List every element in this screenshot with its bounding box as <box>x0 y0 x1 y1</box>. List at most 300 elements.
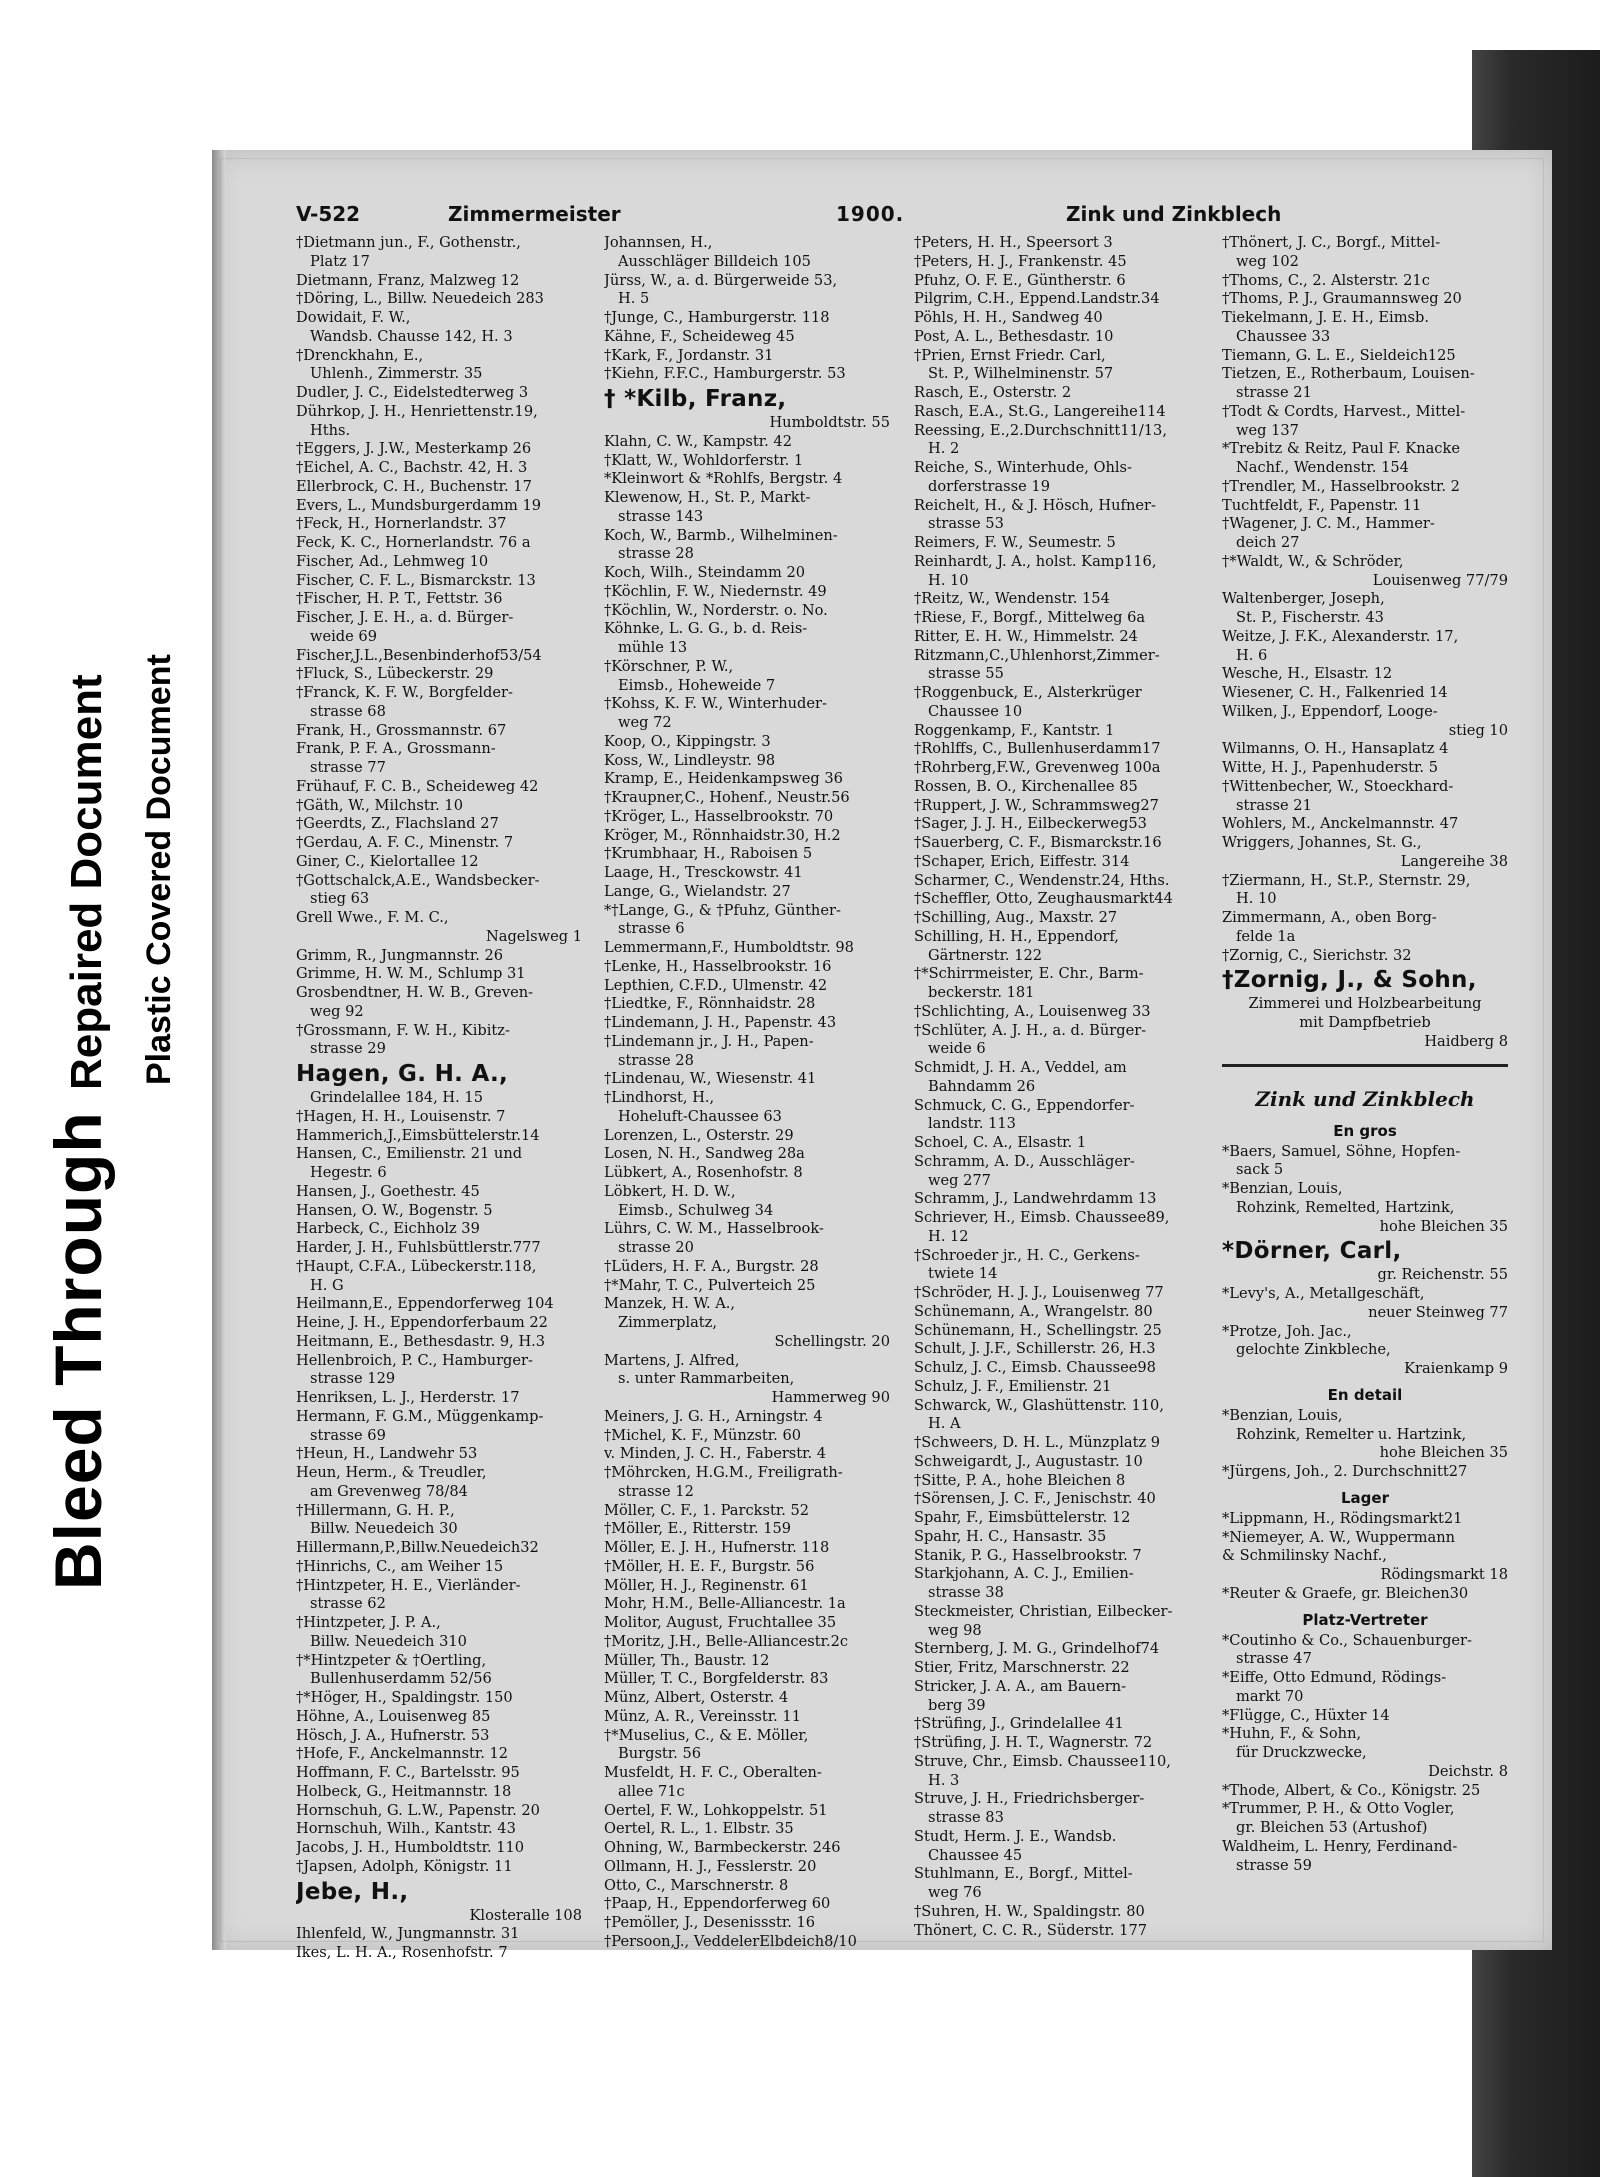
directory-entry: Ikes, L. H. A., Rosenhofstr. 7 <box>296 1944 508 1961</box>
directory-entry: †Paap, H., Eppendorferweg 60 <box>604 1895 831 1913</box>
directory-entry: *Benzian, Louis, <box>1222 1406 1343 1424</box>
directory-entry: †Sauerberg, C. F., Bismarckstr.16 <box>914 834 1162 851</box>
directory-entry: Rohzink, Remelter u. Hartzink, <box>1236 1425 1467 1443</box>
directory-entry: gr. Bleichen 53 (Artushof) <box>1236 1819 1428 1836</box>
lager-list <box>1222 1510 1508 1604</box>
directory-entry: *Levy's, A., Metallgeschäft, <box>1222 1285 1425 1302</box>
directory-entry: †Kröger, L., Hasselbrookstr. 70 <box>604 807 834 825</box>
directory-entry: felde 1a <box>1236 927 1296 945</box>
detail-list <box>1222 1407 1508 1482</box>
directory-entry: Molitor, August, Fruchtallee 35 <box>604 1614 837 1631</box>
directory-entry: †Michel, K. F., Münzstr. 60 <box>604 1426 802 1444</box>
directory-entry: Grosbendtner, H. W. B., Greven- <box>296 984 534 1001</box>
directory-entry: †Wagener, J. C. M., Hammer- <box>1222 515 1435 533</box>
directory-entry: Grell Wwe., F. M. C., <box>296 909 449 926</box>
directory-entry: Münz, A. R., Vereinsstr. 11 <box>604 1707 802 1725</box>
directory-entry: Köhnke, L. G. G., b. d. Reis- <box>604 620 808 638</box>
directory-entry: strasse 69 <box>310 1426 386 1444</box>
directory-entry: s. unter Rammarbeiten, <box>618 1370 795 1388</box>
directory-entry: Otto, C., Marschnerstr. 8 <box>604 1876 789 1894</box>
directory-entry: †Kohss, K. F. W., Winterhuder- <box>604 695 827 713</box>
directory-entry: †Grossmann, F. W. H., Kibitz- <box>296 1021 510 1039</box>
directory-entry: Hagen, G. H. A., <box>296 1061 509 1087</box>
directory-entry: †Junge, C., Hamburgerstr. 118 <box>604 309 830 326</box>
directory-entry: Schulz, J. C., Eimsb. Chaussee98 <box>914 1359 1156 1376</box>
directory-entry: Koss, W., Lindleystr. 98 <box>604 751 776 769</box>
directory-entry: Wohlers, M., Anckelmannstr. 47 <box>1222 815 1459 833</box>
directory-entry: weide 69 <box>310 627 377 645</box>
directory-entry: †Trendler, M., Hasselbrookstr. 2 <box>1222 477 1460 495</box>
directory-entry: Haidberg 8 <box>1424 1032 1508 1050</box>
directory-entry: Waldheim, L. Henry, Ferdinand- <box>1222 1837 1458 1855</box>
directory-entry: St. P., Fischerstr. 43 <box>1236 609 1384 626</box>
directory-entry: Wesche, H., Elsastr. 12 <box>1222 665 1393 683</box>
directory-entry: †Franck, K. F. W., Borgfelder- <box>296 684 513 701</box>
directory-entry: Struve, J. H., Friedrichsberger- <box>914 1790 1145 1808</box>
directory-entry: Schmuck, C. G., Eppendorfer- <box>914 1096 1135 1114</box>
directory-entry: Dietmann, Franz, Malzweg 12 <box>296 271 520 289</box>
directory-entry: †Zornig, C., Sierichstr. 32 <box>1222 946 1412 964</box>
directory-entry: Rossen, B. O., Kirchenallee 85 <box>914 777 1138 795</box>
directory-entry: †Gerdau, A. F. C., Minenstr. 7 <box>296 834 514 851</box>
directory-entry: Gärtnerstr. 122 <box>928 946 1043 964</box>
directory-entry: Hoheluft-Chaussee 63 <box>618 1107 782 1125</box>
directory-entry: †*Mahr, T. C., Pulverteich 25 <box>604 1276 816 1294</box>
directory-entry: Schoel, C. A., Elsastr. 1 <box>914 1134 1087 1151</box>
directory-entry: *Flügge, C., Hüxter 14 <box>1222 1706 1390 1724</box>
directory-entry: stieg 10 <box>1448 721 1508 739</box>
label-plastic-covered: Plastic Covered Document <box>140 654 178 1085</box>
directory-entry: Hornschuh, Wilh., Kantstr. 43 <box>296 1820 516 1838</box>
directory-entry: Pfuhz, O. F. E., Güntherstr. 6 <box>914 271 1126 289</box>
directory-entry: †Liedtke, F., Rönnhaidstr. 28 <box>604 995 816 1013</box>
directory-entry: †Hofe, F., Anckelmannstr. 12 <box>296 1745 509 1763</box>
directory-entry: Schellingstr. 20 <box>774 1332 890 1350</box>
directory-entry: weg 76 <box>928 1884 982 1901</box>
directory-entry: †Scheffler, Otto, Zeughausmarkt44 <box>914 890 1173 908</box>
directory-entry: Rasch, E., Osterstr. 2 <box>914 384 1072 401</box>
directory-entry: Lepthien, C.F.D., Ulmenstr. 42 <box>604 976 828 994</box>
directory-entry: †Möller, E., Ritterstr. 159 <box>604 1520 792 1538</box>
directory-entry: Reichelt, H., & J. Hösch, Hufner- <box>914 496 1156 514</box>
directory-entry: Meiners, J. G. H., Arningstr. 4 <box>604 1407 823 1425</box>
directory-entry: Dührkop, J. H., Henriettenstr.19, <box>296 402 538 420</box>
directory-entry: *Benzian, Louis, <box>1222 1180 1343 1197</box>
directory-entry: †Krumbhaar, H., Raboisen 5 <box>604 845 813 863</box>
directory-entry: Chaussee 10 <box>928 702 1023 720</box>
directory-entry: *Huhn, F., & Sohn, <box>1222 1725 1362 1743</box>
scanned-page <box>212 150 1552 1961</box>
directory-entry: Reinhardt, J. A., holst. Kamp116, <box>914 552 1157 570</box>
directory-entry: Witte, H. J., Papenhuderstr. 5 <box>1222 759 1438 776</box>
directory-entry: †Lindemann jr., J. H., Papen- <box>604 1032 814 1050</box>
directory-entry: †Schilling, Aug., Maxstr. 27 <box>914 909 1118 926</box>
directory-entry: Scharmer, C., Wendenstr.24, Hths. <box>914 871 1170 889</box>
directory-entry: Martens, J. Alfred, <box>604 1351 740 1369</box>
column-4 <box>1222 234 1508 1875</box>
directory-entry: mit Dampfbetrieb <box>1299 1014 1431 1031</box>
directory-entry: Reessing, E.,2.Durchschnitt11/13, <box>914 421 1167 439</box>
directory-entry: Oertel, R. L., 1. Elbstr. 35 <box>604 1820 794 1838</box>
directory-entry: †Pemöller, J., Desenissstr. 16 <box>604 1914 816 1931</box>
directory-entry: Thönert, C. C. R., Süderstr. 177 <box>914 1921 1148 1939</box>
directory-entry: †Köchlin, F. W., Niedernstr. 49 <box>604 582 827 600</box>
directory-entry: Koch, W., Barmb., Wilhelminen- <box>604 526 838 544</box>
directory-entry: strasse 143 <box>618 507 704 525</box>
directory-entry: für Druckzwecke, <box>1236 1744 1367 1761</box>
directory-entry: neuer Steinweg 77 <box>1368 1303 1508 1321</box>
directory-entry: Lorenzen, L., Osterstr. 29 <box>604 1126 794 1144</box>
directory-entry: †Persoon,J., VeddelerElbdeich8/10 <box>604 1932 857 1950</box>
directory-entry: †Gäth, W., Milchstr. 10 <box>296 796 463 814</box>
directory-entry: Schulz, J. F., Emilienstr. 21 <box>914 1377 1112 1395</box>
directory-entry: Louisenweg 77/79 <box>1372 571 1508 589</box>
directory-entry: weg 92 <box>310 1002 364 1020</box>
directory-entry: twiete 14 <box>928 1265 998 1283</box>
directory-entry: *Eiffe, Otto Edmund, Rödings- <box>1222 1669 1447 1686</box>
directory-entry: Stuhlmann, E., Borgf., Mittel- <box>914 1865 1133 1883</box>
directory-entry: Schramm, A. D., Ausschläger- <box>914 1152 1135 1170</box>
directory-entry: Dudler, J. C., Eidelstedterweg 3 <box>296 384 529 401</box>
directory-entry: Spahr, H. C., Hansastr. 35 <box>914 1527 1107 1545</box>
platz-heading: Platz-Vertreter <box>1302 1610 1428 1629</box>
directory-entry: Johannsen, H., <box>604 234 713 251</box>
directory-entry: weg 137 <box>1236 421 1299 439</box>
directory-entry: v. Minden, J. C. H., Faberstr. 4 <box>604 1445 827 1463</box>
directory-entry: †*Schirrmeister, E. Chr., Barm- <box>914 965 1144 983</box>
directory-entry: Klewenow, H., St. P., Markt- <box>604 489 811 506</box>
directory-entry: Ollmann, H. J., Fesslerstr. 20 <box>604 1857 817 1875</box>
directory-entry: Holbeck, G., Heitmannstr. 18 <box>296 1782 512 1800</box>
directory-entry: Deichstr. 8 <box>1428 1762 1508 1780</box>
directory-entry: †Japsen, Adolph, Königstr. 11 <box>296 1857 513 1875</box>
directory-entry: Wandsb. Chausse 142, H. 3 <box>310 327 513 345</box>
directory-entry: †Lindemann, J. H., Papenstr. 43 <box>604 1014 837 1031</box>
directory-entry: Hths. <box>310 421 351 439</box>
directory-entry: *Lippmann, H., Rödingsmarkt21 <box>1222 1509 1463 1527</box>
directory-entry: H. 10 <box>928 571 969 589</box>
section-title-right: Zink und Zinkblech <box>1066 202 1282 226</box>
directory-entry: allee 71c <box>618 1782 685 1800</box>
engros-heading: En gros <box>1333 1121 1397 1140</box>
detail-heading: En detail <box>1327 1385 1403 1404</box>
directory-entry: Schmidt, J. H. A., Veddel, am <box>914 1059 1127 1076</box>
directory-entry: Zimmermann, A., oben Borg- <box>1222 909 1437 926</box>
directory-entry: †Thönert, J. C., Borgf., Mittel- <box>1222 234 1441 251</box>
directory-entry: *Dörner, Carl, <box>1222 1238 1402 1265</box>
directory-entry: Stier, Fritz, Marschnerstr. 22 <box>914 1659 1130 1676</box>
directory-entry: Waltenberger, Joseph, <box>1222 590 1385 608</box>
directory-entry: †Feck, H., Hornerlandstr. 37 <box>296 515 507 533</box>
directory-entry: Struve, Chr., Eimsb. Chaussee110, <box>914 1752 1171 1770</box>
directory-entry: †Fluck, S., Lübeckerstr. 29 <box>296 665 494 683</box>
directory-entry: stieg 63 <box>310 890 370 908</box>
section-divider <box>1222 1064 1508 1067</box>
lager-heading: Lager <box>1341 1488 1389 1507</box>
directory-entry: †Dietmann jun., F., Gothenstr., <box>296 234 521 251</box>
directory-entry: gelochte Zinkbleche, <box>1236 1341 1391 1359</box>
directory-entry: Tiemann, G. L. E., Sieldeich125 <box>1222 346 1456 364</box>
directory-entry: †Klatt, W., Wohldorferstr. 1 <box>604 451 804 469</box>
directory-entry: Billw. Neuedeich 30 <box>310 1520 458 1538</box>
directory-entry: Hansen, J., Goethestr. 45 <box>296 1182 480 1200</box>
directory-entry: †Lindhorst, H., <box>604 1089 715 1106</box>
directory-entry: H. 10 <box>1236 890 1277 908</box>
directory-entry: †Ziermann, H., St.P., Sternstr. 29, <box>1222 871 1471 889</box>
directory-entry: Chaussee 33 <box>1236 327 1331 345</box>
directory-entry: Burgstr. 56 <box>618 1745 702 1763</box>
column-3 <box>914 234 1200 1940</box>
directory-entry: H. A <box>928 1415 961 1433</box>
directory-entry: Roggenkamp, F., Kantstr. 1 <box>914 721 1115 739</box>
directory-entry: †Körschner, P. W., <box>604 657 734 675</box>
directory-entry: Jacobs, J. H., Humboldtstr. 110 <box>296 1839 525 1856</box>
directory-entry: Ohning, W., Barmbeckerstr. 246 <box>604 1839 841 1856</box>
directory-entry: Münz, Albert, Osterstr. 4 <box>604 1689 789 1706</box>
directory-entry: Grindelallee 184, H. 15 <box>310 1089 484 1106</box>
year: 1900. <box>836 202 905 226</box>
directory-entry: Tuchtfeldt, F., Papenstr. 11 <box>1222 496 1422 514</box>
directory-entry: Hammerweg 90 <box>771 1389 890 1406</box>
directory-entry: †*Hintzpeter & †Oertling, <box>296 1651 487 1669</box>
directory-entry: Kähne, F., Scheideweg 45 <box>604 327 795 345</box>
directory-entry: †Kark, F., Jordanstr. 31 <box>604 346 774 364</box>
directory-entry: Stricker, J. A. A., am Bauern- <box>914 1677 1127 1695</box>
directory-entry: Pilgrim, C.H., Eppend.Landstr.34 <box>914 290 1160 308</box>
directory-entry: Rohzink, Remelted, Hartzink, <box>1236 1198 1455 1216</box>
directory-entry: †Peters, H. H., Speersort 3 <box>914 234 1113 251</box>
directory-entry: †Zornig, J., & Sohn, <box>1222 967 1477 994</box>
engros-list <box>1222 1143 1508 1379</box>
directory-entry: Hermann, F. G.M., Müggenkamp- <box>296 1407 544 1425</box>
directory-entry: Harbeck, C., Eichholz 39 <box>296 1220 480 1238</box>
directory-entry: Frank, H., Grossmannstr. 67 <box>296 721 507 739</box>
directory-entry: †Schlüter, A. J. H., a. d. Bürger- <box>914 1021 1147 1039</box>
directory-entry: Pöhls, H. H., Sandweg 40 <box>914 309 1103 326</box>
directory-entry: Hornschuh, G. L.W., Papenstr. 20 <box>296 1801 540 1819</box>
directory-entry: gr. Reichenstr. 55 <box>1377 1266 1508 1284</box>
directory-entry: H. G <box>310 1276 344 1294</box>
directory-entry: Harder, J. H., Fuhlsbüttlerstr.777 <box>296 1239 541 1256</box>
directory-entry: Lübkert, A., Rosenhofstr. 8 <box>604 1164 803 1181</box>
directory-entry: †Sörensen, J. C. F., Jenischstr. 40 <box>914 1490 1156 1508</box>
directory-entry: †Geerdts, Z., Flachsland 27 <box>296 815 499 833</box>
directory-entry: †Gottschalck,A.E., Wandsbecker- <box>296 871 540 889</box>
directory-entry: *Trummer, P. H., & Otto Vogler, <box>1222 1800 1455 1818</box>
directory-entry: & Schmilinsky Nachf., <box>1222 1547 1387 1565</box>
directory-entry: strasse 21 <box>1236 384 1312 401</box>
directory-entry: Hösch, J. A., Hufnerstr. 53 <box>296 1726 490 1744</box>
directory-entry: †Haupt, C.F.A., Lübeckerstr.118, <box>296 1257 537 1275</box>
directory-entry: strasse 55 <box>928 665 1004 683</box>
directory-entry: †Lindenau, W., Wiesenstr. 41 <box>604 1070 817 1088</box>
directory-entry: Hansen, C., Emilienstr. 21 und <box>296 1145 523 1163</box>
directory-entry: Hegestr. 6 <box>310 1164 387 1181</box>
directory-entry: strasse 68 <box>310 702 386 720</box>
directory-entry: Möller, E. J. H., Hufnerstr. 118 <box>604 1539 830 1556</box>
directory-entry: Tietzen, E., Rotherbaum, Louisen- <box>1222 365 1475 383</box>
directory-entry: Wiesener, C. H., Falkenried 14 <box>1222 684 1448 701</box>
directory-entry: †Möller, H. E. F., Burgstr. 56 <box>604 1557 815 1575</box>
directory-entry: landstr. 113 <box>928 1115 1016 1133</box>
directory-entry: strasse 20 <box>618 1239 694 1256</box>
directory-entry: *Niemeyer, A. W., Wuppermann <box>1222 1528 1455 1546</box>
directory-entry: Ritzmann,C.,Uhlenhorst,Zimmer- <box>914 646 1160 664</box>
label-repaired-document: Repaired Document <box>62 674 111 1090</box>
directory-entry: weg 98 <box>928 1621 982 1639</box>
directory-entry: H. 2 <box>928 440 960 458</box>
directory-entry: sack 5 <box>1236 1161 1284 1179</box>
directory-entry: Manzek, H. W. A., <box>604 1295 736 1313</box>
directory-entry: mühle 13 <box>618 639 688 656</box>
directory-entry: Wriggers, Johannes, St. G., <box>1222 834 1422 851</box>
directory-entry: *Trebitz & Reitz, Paul F. Knacke <box>1222 440 1460 458</box>
directory-entry: Jürss, W., a. d. Bürgerweide 53, <box>604 271 838 289</box>
directory-entry: †Sitte, P. A., hohe Bleichen 8 <box>914 1471 1126 1489</box>
directory-entry: Platz 17 <box>310 252 370 270</box>
directory-entry: strasse 47 <box>1236 1650 1312 1668</box>
directory-entry: strasse 12 <box>618 1482 694 1500</box>
directory-entry: Schilling, H. H., Eppendorf, <box>914 927 1119 945</box>
directory-entry: †Schaper, Erich, Eiffestr. 314 <box>914 852 1130 870</box>
directory-entry: Koch, Wilh., Steindamm 20 <box>604 564 806 581</box>
directory-entry: †Moritz, J.H., Belle-Alliancestr.2c <box>604 1632 849 1650</box>
directory-entry: †Heun, H., Landwehr 53 <box>296 1445 478 1463</box>
directory-entry: strasse 6 <box>618 920 685 938</box>
directory-entry: Fischer, J. E. H., a. d. Bürger- <box>296 609 514 626</box>
directory-entry: †Rohlffs, C., Bullenhuserdamm17 <box>914 740 1161 758</box>
directory-entry: hohe Bleichen 35 <box>1379 1217 1508 1235</box>
directory-entry: Bullenhuserdamm 52/56 <box>310 1670 492 1688</box>
directory-entry: †Suhren, H. W., Spaldingstr. 80 <box>914 1902 1145 1920</box>
directory-entry: *Reuter & Graefe, gr. Bleichen30 <box>1222 1584 1469 1602</box>
directory-entry: †Köchlin, W., Norderstr. o. No. <box>604 601 828 619</box>
directory-entry: dorferstrasse 19 <box>928 477 1050 495</box>
column-4-listing <box>1222 234 1508 1052</box>
directory-entry: Rasch, E.A., St.G., Langereihe114 <box>914 402 1166 420</box>
directory-entry: †Möhrcken, H.G.M., Freiligrath- <box>604 1464 843 1481</box>
directory-entry: Studt, Herm. J. E., Wandsb. <box>914 1827 1117 1845</box>
directory-entry: Frühauf, F. C. B., Scheideweg 42 <box>296 777 539 795</box>
directory-entry: †Hillermann, G. H. P., <box>296 1501 455 1519</box>
directory-entry: *Coutinho & Co., Schauenburger- <box>1222 1631 1472 1649</box>
directory-entry: H. 6 <box>1236 646 1268 664</box>
directory-entry: †Rohrberg,F.W., Grevenweg 100a <box>914 759 1161 776</box>
directory-entry: weg 102 <box>1236 252 1299 270</box>
directory-entry: †Hintzpeter, J. P. A., <box>296 1614 441 1631</box>
directory-entry: strasse 28 <box>618 1051 694 1069</box>
directory-entry: †Schroeder jr., H. C., Gerkens- <box>914 1246 1140 1264</box>
directory-entry: strasse 59 <box>1236 1856 1312 1874</box>
directory-entry: Henriksen, L. J., Herderstr. 17 <box>296 1389 520 1406</box>
directory-entry: †Prien, Ernst Friedr. Carl, <box>914 346 1106 364</box>
directory-entry: *Kleinwort & *Rohlfs, Bergstr. 4 <box>604 470 843 488</box>
directory-entry: strasse 21 <box>1236 796 1312 814</box>
directory-entry: Fischer, Ad., Lehmweg 10 <box>296 552 489 570</box>
directory-entry: Fischer,J.L.,Besenbinderhof53/54 <box>296 646 542 664</box>
directory-entry: strasse 77 <box>310 759 386 776</box>
directory-entry: strasse 83 <box>928 1809 1004 1826</box>
directory-entry: Schult, J. J.F., Schillerstr. 26, H.3 <box>914 1340 1156 1358</box>
directory-entry: Zimmerplatz, <box>618 1314 717 1331</box>
directory-entry: Hammerich,J.,Eimsbüttelerstr.14 <box>296 1126 540 1144</box>
directory-entry: Kramp, E., Heidenkampsweg 36 <box>604 770 843 788</box>
directory-entry: strasse 29 <box>310 1040 386 1058</box>
column-1 <box>296 234 582 1963</box>
directory-entry: †Wittenbecher, W., Stoeckhard- <box>1222 777 1454 795</box>
directory-entry: Schwarck, W., Glashüttenstr. 110, <box>914 1396 1164 1414</box>
directory-entry: strasse 62 <box>310 1595 386 1613</box>
directory-entry: †Riese, F., Borgf., Mittelweg 6a <box>914 609 1146 626</box>
directory-entry: Klahn, C. W., Kampstr. 42 <box>604 432 792 450</box>
directory-entry: †Schlichting, A., Louisenweg 33 <box>914 1002 1151 1020</box>
directory-entry: Schramm, J., Landwehrdamm 13 <box>914 1190 1157 1208</box>
directory-entry: †Todt & Cordts, Harvest., Mittel- <box>1222 402 1466 420</box>
directory-entry: Kraienkamp 9 <box>1404 1360 1508 1377</box>
directory-entry: Weitze, J. F.K., Alexanderstr. 17, <box>1222 627 1459 645</box>
directory-entry: Schünemann, A., Wrangelstr. 80 <box>914 1302 1153 1320</box>
directory-entry: Ellerbrock, C. H., Buchenstr. 17 <box>296 477 532 495</box>
directory-entry: Heun, Herm., & Treudler, <box>296 1464 487 1481</box>
directory-entry: †Kraupner,C., Hohenf., Neustr.56 <box>604 789 850 806</box>
directory-entry: strasse 53 <box>928 515 1004 533</box>
directory-entry: H. 12 <box>928 1227 969 1245</box>
directory-entry: Frank, P. F. A., Grossmann- <box>296 740 496 758</box>
directory-entry: Chaussee 45 <box>928 1846 1023 1864</box>
directory-entry: †Fischer, H. P. T., Fettstr. 36 <box>296 590 503 608</box>
directory-entry: Schünemann, H., Schellingstr. 25 <box>914 1321 1162 1339</box>
directory-entry: †Sager, J. J. H., Eilbeckerweg53 <box>914 815 1147 833</box>
directory-entry: Spahr, F., Eimsbüttelerstr. 12 <box>914 1509 1131 1526</box>
directory-entry: Giner, C., Kielortallee 12 <box>296 852 479 870</box>
directory-entry: Reiche, S., Winterhude, Ohls- <box>914 459 1132 476</box>
directory-entry: weg 72 <box>618 714 672 731</box>
directory-entry: Grimme, H. W. M., Schlump 31 <box>296 965 526 983</box>
directory-entry: †Strüfing, J. H. T., Wagnerstr. 72 <box>914 1734 1153 1751</box>
directory-entry: berg 39 <box>928 1696 986 1714</box>
directory-entry: †Peters, H. J., Frankenstr. 45 <box>914 252 1127 270</box>
page-header <box>296 202 1524 228</box>
directory-entry: †Lüders, H. F. A., Burgstr. 28 <box>604 1257 819 1275</box>
directory-entry: *Thode, Albert, & Co., Königstr. 25 <box>1222 1781 1481 1799</box>
directory-entry: markt 70 <box>1236 1687 1304 1705</box>
directory-entry: hohe Bleichen 35 <box>1379 1444 1508 1462</box>
directory-entry: Feck, K. C., Hornerlandstr. 76 a <box>296 534 531 551</box>
column-2 <box>604 234 890 1952</box>
directory-entry: † *Kilb, Franz, <box>604 386 787 412</box>
directory-entry: Müller, Th., Baustr. 12 <box>604 1651 770 1669</box>
directory-entry: Hansen, O. W., Bogenstr. 5 <box>296 1201 493 1219</box>
page-number: V-522 <box>296 202 361 226</box>
directory-entry: Wilken, J., Eppendorf, Looge- <box>1222 702 1438 720</box>
directory-entry: Heitmann, E., Bethesdastr. 9, H.3 <box>296 1332 546 1350</box>
directory-entry: Hoffmann, F. C., Bartelsstr. 95 <box>296 1764 520 1781</box>
directory-entry: Ausschläger Billdeich 105 <box>618 252 811 270</box>
directory-entry: Koop, O., Kippingstr. 3 <box>604 732 771 750</box>
directory-entry: *Jürgens, Joh., 2. Durchschnitt27 <box>1222 1463 1468 1480</box>
directory-entry: deich 27 <box>1236 534 1300 551</box>
directory-entry: †Hinrichs, C., am Weiher 15 <box>296 1557 504 1575</box>
directory-entry: Jebe, H., <box>296 1878 409 1905</box>
directory-entry: Eimsb., Schulweg 34 <box>618 1201 774 1219</box>
directory-entry: Oertel, F. W., Lohkoppelstr. 51 <box>604 1801 828 1819</box>
directory-entry: Lange, G., Wielandstr. 27 <box>604 882 791 900</box>
directory-entry: †Thoms, C., 2. Alsterstr. 21c <box>1222 271 1430 289</box>
directory-entry: †Thoms, P. J., Graumannsweg 20 <box>1222 290 1462 308</box>
directory-entry: Ritter, E. H. W., Himmelstr. 24 <box>914 627 1138 645</box>
directory-entry: weide 6 <box>928 1040 986 1058</box>
directory-entry: Langereihe 38 <box>1400 852 1508 870</box>
